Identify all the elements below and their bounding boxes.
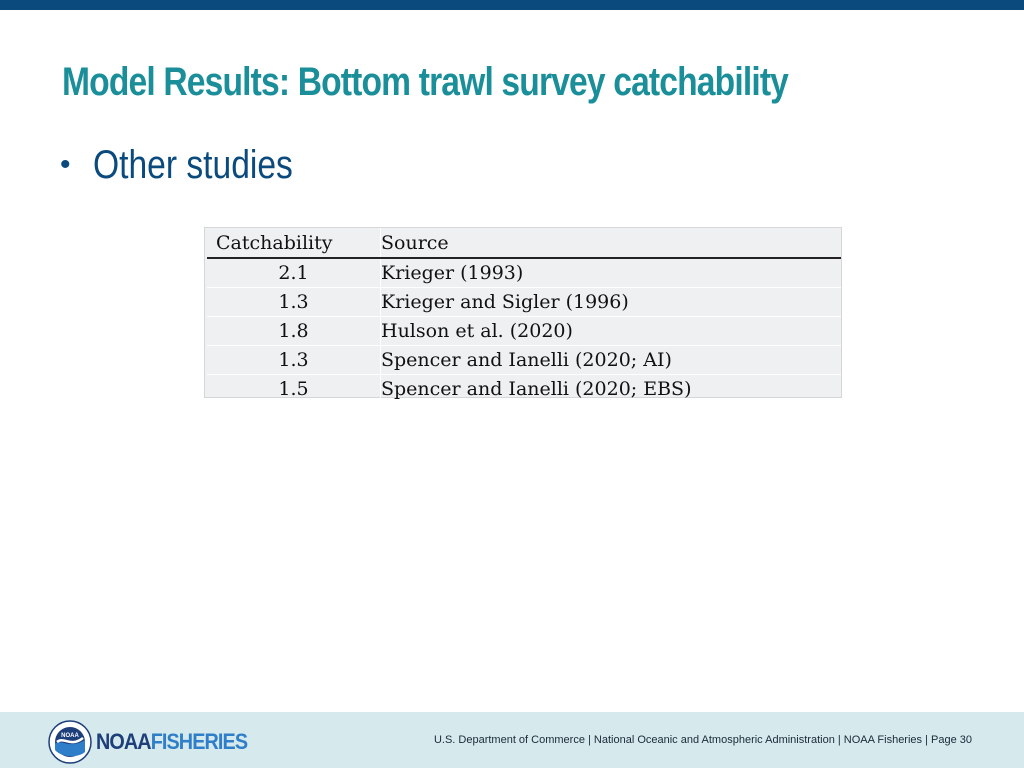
header-catchability: Catchability [207,228,381,258]
bullet-text: Other studies [92,143,293,187]
logo-fisheries-text: FISHERIES [150,729,248,754]
cell-catchability: 2.1 [207,258,381,288]
bullet-item [60,145,330,185]
table-header-row [207,228,841,258]
emblem-text: NOAA [61,733,79,739]
table-row [207,258,841,288]
cell-catchability: 1.5 [207,375,381,404]
footer-text: U.S. Department of Commerce | National Oceanic and Atmospheric Administration | NOAA Fisheries | Page 30 [433,734,972,746]
footer-bar [0,712,1024,768]
header-source: Source [381,228,842,258]
cell-source: Hulson et al. (2020) [381,320,573,342]
table-row [207,288,841,317]
table-row [207,317,841,346]
cell-source: Krieger and Sigler (1996) [381,291,629,313]
noaa-fisheries-logo [48,720,264,764]
noaa-emblem-icon [48,720,92,764]
cell-catchability: 1.3 [207,288,381,317]
cell-source: Spencer and Ianelli (2020; EBS) [381,378,692,400]
bullet-dot: • [60,148,71,181]
cell-source: Spencer and Ianelli (2020; AI) [381,349,672,371]
cell-catchability: 1.3 [207,346,381,375]
cell-source: Krieger (1993) [381,262,524,284]
top-accent-bar [0,0,1024,10]
catchability-table-image [204,227,842,398]
logo-noaa-text: NOAA [96,729,151,754]
table-row [207,375,841,404]
slide-title: Model Results: Bottom trawl survey catchability [62,60,789,104]
cell-catchability: 1.8 [207,317,381,346]
catchability-table [207,228,841,403]
table-row [207,346,841,375]
